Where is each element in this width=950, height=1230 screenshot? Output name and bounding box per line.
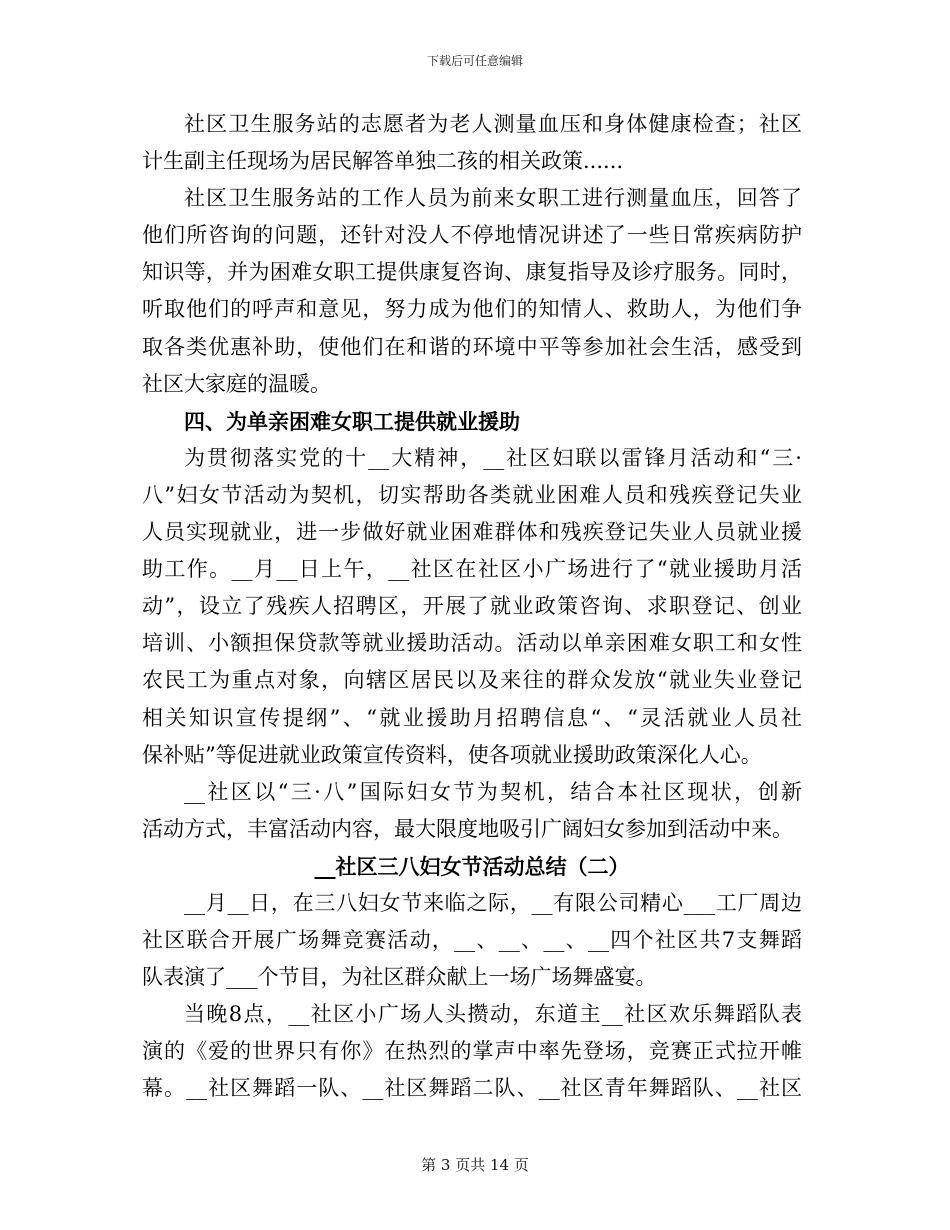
text-line: 社区联合开展广场舞竞赛活动，__、__、__、__四个社区共7支舞蹈 [142,928,802,953]
text-line: 演的《爱的世界只有你》在热烈的掌声中率先登场，竞赛正式拉开帷 [142,1039,802,1064]
section-heading: 四、为单亲困难女职工提供就业援助 [184,408,520,434]
text-line: 计生副主任现场为居民解答单独二孩的相关政策...... [142,149,624,174]
text-line: 保补贴”等促进就业政策宣传资料，使各项就业援助政策深化人心。 [142,742,762,767]
text-line: 为贯彻落实党的十__大精神，__社区妇联以雷锋月活动和“三· [184,445,802,470]
text-line: 八”妇女节活动为契机，切实帮助各类就业困难人员和残疾登记失业 [142,482,802,507]
text-line: 助工作。__月__日上午，__社区在社区小广场进行了“就业援助月活 [142,557,802,582]
document-body [142,106,802,1108]
text-line: 取各类优惠补助，使他们在和谐的环境中平等参加社会生活，感受到 [142,334,802,359]
text-line: 相关知识宣传提纲”、“就业援助月招聘信息“、“灵活就业人员社 [142,705,802,730]
page-footer: 第 3 页共 14 页 [421,1156,529,1174]
text-line: 当晚8点，__社区小广场人头攒动，东道主__社区欢乐舞蹈队表 [184,1002,802,1027]
text-line: __月__日，在三八妇女节来临之际，__有限公司精心___工厂周边 [184,890,802,915]
text-line: 社区卫生服务站的工作人员为前来女职工进行测量血压，回答了 [184,186,802,211]
text-line: 活动方式，丰富活动内容，最大限度地吸引广阔妇女参加到活动中来。 [142,816,793,841]
text-line: 幕。__社区舞蹈一队、__社区舞蹈二队、__社区青年舞蹈队、__社区 [142,1076,802,1101]
page-header: 下载后可任意编辑 [426,54,523,68]
text-line: 社区卫生服务站的志愿者为老人测量血压和身体健康检查；社区 [184,112,802,136]
text-line: 听取他们的呼声和意见，努力成为他们的知情人、救助人，为他们争 [142,297,802,322]
text-line: 农民工为重点对象，向辖区居民以及来往的群众发放“就业失业登记 [142,668,802,693]
text-line: 知识等，并为困难女职工提供康复咨询、康复指导及诊疗服务。同时， [142,260,802,285]
text-line: 人员实现就业，进一步做好就业困难群体和残疾登记失业人员就业援 [142,520,802,545]
text-line: 队表演了___个节目，为社区群众献上一场广场舞盛宴。 [142,965,657,990]
document-title: __社区三八妇女节活动总结（二） [314,853,630,879]
text-line: 他们所咨询的问题，还针对没人不停地情况讲述了一些日常疾病防护 [142,223,802,248]
text-line: __社区以“三·八”国际妇女节为契机，结合本社区现状，创新 [184,779,802,804]
text-line: 动”，设立了残疾人招聘区，开展了就业政策咨询、求职登记、创业 [142,594,802,619]
text-line: 社区大家庭的温暖。 [142,371,331,396]
text-line: 培训、小额担保贷款等就业援助活动。活动以单亲困难女职工和女性 [142,631,802,656]
